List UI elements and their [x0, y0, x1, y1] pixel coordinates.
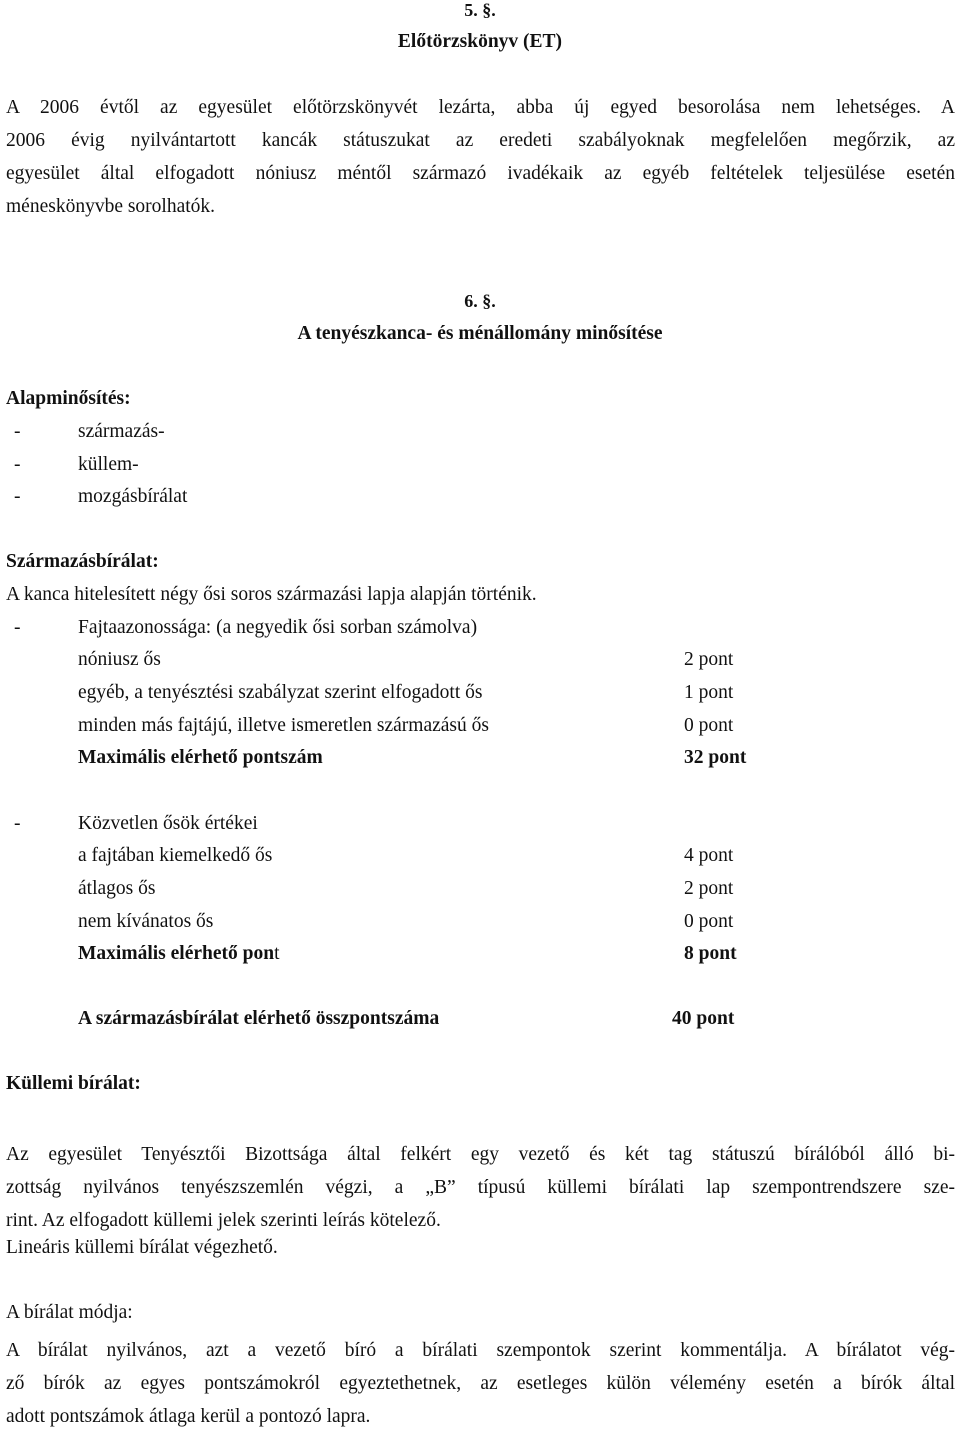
paragraph-line: rint. Az elfogadott küllemi jelek szerinti leírás kötelező. — [6, 1210, 441, 1231]
paragraph-line: Az egyesület Tenyésztői Bizottsága által felkért egy vezető és két tag státuszú bírálóból álló bi- — [6, 1144, 955, 1165]
score-row-points: 4 pont — [684, 845, 734, 866]
section-6-number: 6. §. — [464, 291, 496, 311]
total-score-label: A származásbírálat elérhető összpontszáma — [78, 1008, 440, 1029]
max-score-points: 8 pont — [684, 943, 737, 964]
score-row-points: 0 pont — [684, 715, 734, 736]
section-5-paragraph — [6, 91, 955, 223]
paragraph-line: ző bírók az egyes pontszámokról egyeztethetnek, az esetleges külön vélemény esetén a bírók által — [6, 1373, 955, 1394]
list-item: származás- — [78, 421, 165, 442]
list-dash: - — [14, 813, 21, 834]
biralat-modja-paragraph — [6, 1334, 955, 1433]
score-row-label: a fajtában kiemelkedő ős — [78, 845, 273, 866]
list-dash: - — [14, 454, 21, 475]
paragraph-line: adott pontszámok átlaga kerül a pontozó lapra. — [6, 1406, 371, 1427]
section-5-number: 5. §. — [464, 0, 496, 20]
score-row-label: nem kívánatos ős — [78, 911, 214, 932]
linear-note: Lineáris küllemi bírálat végezhető. — [6, 1237, 278, 1258]
list-dash: - — [14, 617, 21, 638]
score-row-points: 0 pont — [684, 911, 734, 932]
alapminosites-heading: Alapminősítés: — [6, 388, 131, 409]
max-score-label — [78, 943, 279, 965]
section-6-title: A tenyészkanca- és ménállomány minősítése — [297, 323, 663, 344]
kozvetlen-osok-title: Közvetlen ősök értékei — [78, 813, 258, 834]
total-score-points: 40 pont — [672, 1008, 735, 1029]
max-score-label-bold: Maximális elérhető pon — [78, 943, 275, 964]
section-5-title: Előtörzskönyv (ET) — [397, 31, 563, 52]
list-dash: - — [14, 421, 21, 442]
score-row-label: átlagos ős — [78, 878, 156, 899]
paragraph-line: A bírálat nyilvános, azt a vezető bíró a bírálati szempontok szerint kommentálja. A bírálatot vég- — [6, 1340, 955, 1361]
score-row-label: egyéb, a tenyésztési szabályzat szerint elfogadott ős — [78, 682, 483, 703]
biralat-modja-heading: A bírálat módja: — [6, 1302, 133, 1323]
fajtaazonossag-title: Fajtaazonossága: (a negyedik ősi sorban számolva) — [78, 617, 478, 638]
score-row-label: nóniusz ős — [78, 649, 161, 670]
paragraph-line: 2006 évig nyilvántartott kancák státuszukat az eredeti szabályoknak megfelelően megőrzik, az — [6, 130, 955, 151]
paragraph-line: méneskönyvbe sorolhatók. — [6, 196, 216, 217]
score-row-points: 2 pont — [684, 649, 734, 670]
score-row-points: 2 pont — [684, 878, 734, 899]
score-row-points: 1 pont — [684, 682, 734, 703]
list-item: mozgásbírálat — [78, 486, 188, 507]
paragraph-line: egyesület által elfogadott nóniusz méntől származó ivadékaik az egyéb feltételek teljesülése esetén — [6, 163, 955, 184]
score-row-label: minden más fajtájú, illetve ismeretlen származású ős — [78, 715, 489, 736]
max-score-label: Maximális elérhető pontszám — [78, 747, 323, 768]
list-dash: - — [14, 486, 21, 507]
kullemi-biralat-heading: Küllemi bírálat: — [6, 1073, 141, 1094]
szarmazasbiralat-heading: Származásbírálat: — [6, 551, 159, 572]
list-item: küllem- — [78, 454, 139, 475]
szarmazas-intro: A kanca hitelesített négy ősi soros származási lapja alapján történik. — [6, 584, 537, 605]
max-score-label-tail: t — [274, 943, 280, 964]
kullemi-paragraph — [6, 1138, 955, 1237]
paragraph-line: zottság nyilvános tenyészszemlén végzi, a „B” típusú küllemi bírálati lap szempontrendszere sze- — [6, 1177, 955, 1198]
paragraph-line: A 2006 évtől az egyesület előtörzskönyvét lezárta, abba új egyed besorolása nem lehetséges. A — [6, 97, 955, 118]
max-score-points: 32 pont — [684, 747, 747, 768]
